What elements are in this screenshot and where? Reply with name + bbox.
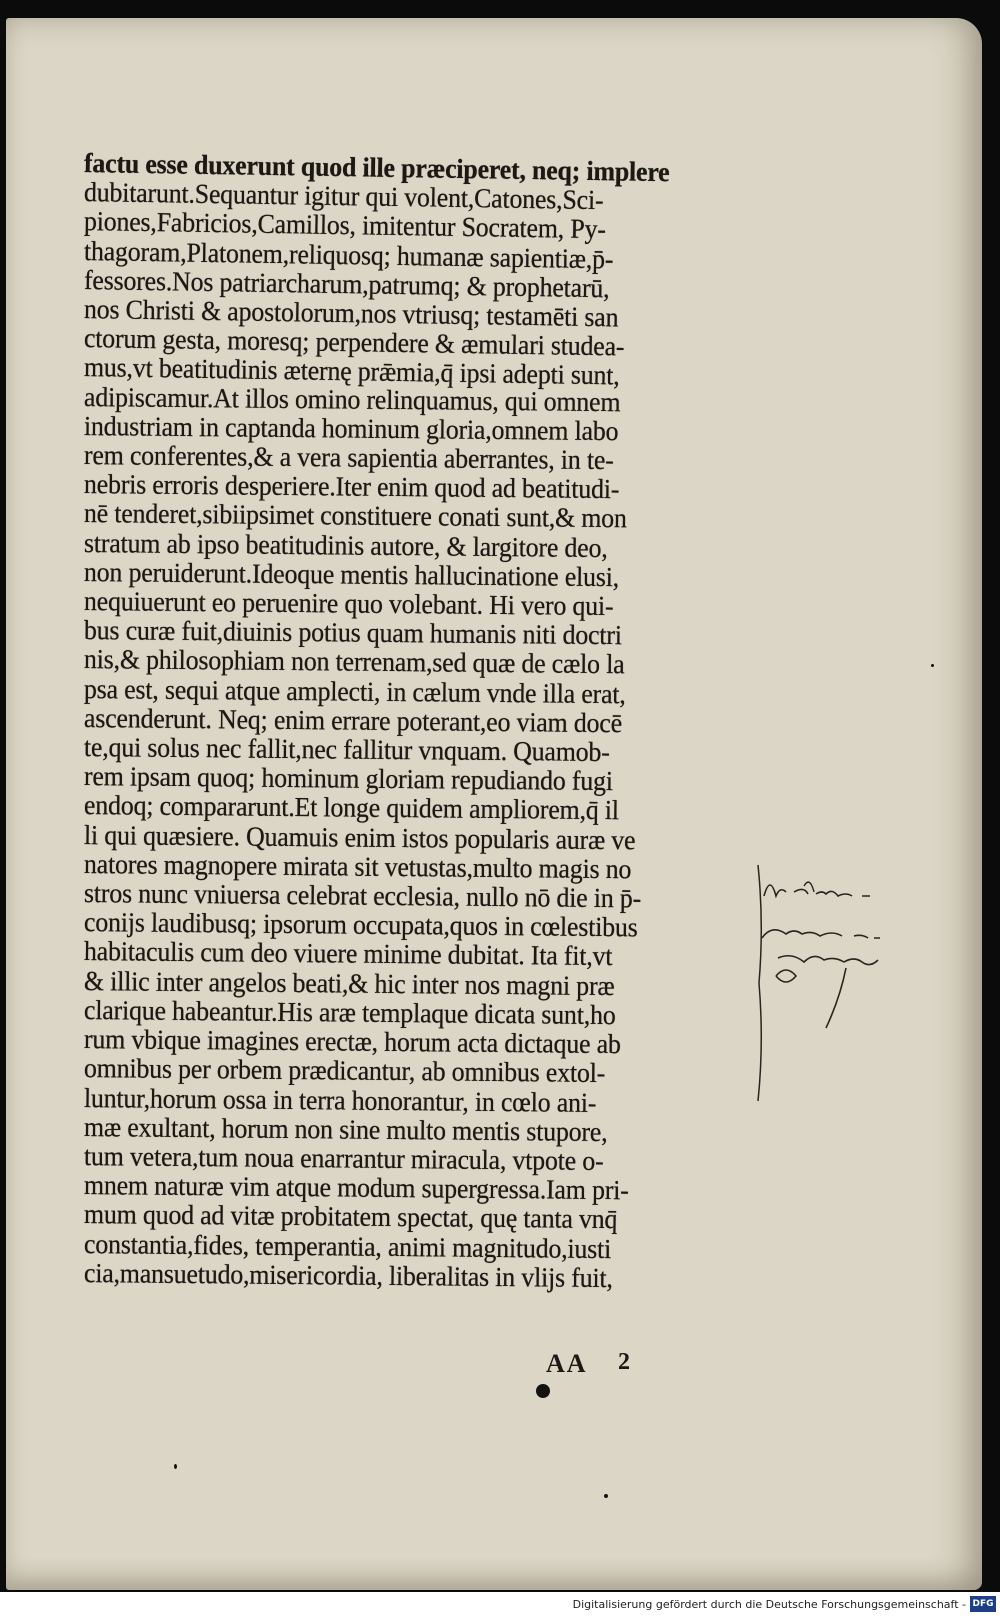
text-line: rem ipsam quoq; hominum gloriam repudiando fugi (83, 760, 613, 797)
text-line: mum quod ad vitæ probitatem spectat, quę tanta vnq̄ (83, 1198, 618, 1235)
text-line: nequiuerunt eo peruenire quo volebant. Hi vero qui- (83, 585, 614, 622)
ink-speck (604, 1494, 608, 1498)
page-marker: 2 (618, 1349, 630, 1375)
text-line: endoq; compararunt.Et longe quidem ampliorem,q̄ il (83, 789, 620, 826)
text-line: nos Christi & apostolorum,nos vtriusq; testamēti san (83, 293, 619, 333)
text-line: habitaculis cum deo viuere minime dubitat. Ita fit,vt (83, 935, 613, 972)
text-line: piones,Fabricios,Camillos, imitentur Socratem, Py- (83, 205, 607, 245)
text-line: te,qui solus nec fallit,nec fallitur vnquam. Quamob- (83, 731, 610, 768)
text-line: psa est, sequi atque amplecti, in cælum vnde illa erat, (83, 672, 626, 709)
text-line: & illic inter angelos beati,& hic inter nos magni præ (83, 964, 615, 1001)
text-line: stros nunc vniuersa celebrat ecclesia, nullo nō die in p̄- (83, 877, 642, 914)
text-line: industriam in captanda hominum gloria,omnem labo (83, 409, 619, 446)
text-block (83, 147, 764, 1293)
text-line: adipiscamur.At illos omino relinquamus, qui omnem (83, 380, 621, 417)
book-page (6, 18, 982, 1590)
footer-credit: Digitalisierung gefördert durch die Deutsche Forschungsgemeinschaft - (572, 1598, 966, 1611)
text-line: stratum ab ipso beatitudinis autore, & largitore deo, (83, 526, 608, 563)
ink-speck (174, 1464, 177, 1469)
text-line: rem conferentes,& a vera sapientia aberrantes, in te- (83, 439, 614, 476)
signature-mark: AA (546, 1349, 588, 1378)
text-line: li qui quæsiere. Quamuis enim istos popularis auræ ve (83, 818, 636, 855)
text-line: non peruiderunt.Ideoque mentis hallucinatione elusi, (83, 555, 620, 592)
text-line: bus curæ fuit,diuinis potius quam humanis niti doctri (83, 614, 622, 651)
text-line: factu esse duxerunt quod ille præciperet, neq; implere (83, 147, 670, 188)
ink-dot (536, 1384, 550, 1398)
text-line: conijs laudibusq; ipsorum occupata,quos in cœlestibus (83, 906, 638, 943)
text-line: omnibus per orbem prædicantur, ab omnibus extol- (83, 1052, 606, 1089)
text-line: nebris erroris desperiere.Iter enim quod ad beatitudi- (83, 468, 620, 505)
text-line: tum vetera,tum noua enarrantur miracula, vtpote o- (83, 1139, 604, 1176)
text-line: thagoram,Platonem,reliquosq; humanæ sapientiæ,p̄- (83, 234, 614, 274)
text-line: luntur,horum ossa in terra honorantur, in cœlo ani- (83, 1081, 597, 1118)
text-line: clarique habeantur.His aræ templaque dicata sunt,ho (83, 993, 616, 1030)
text-line: mæ exultant, horum non sine multo mentis stupore, (83, 1110, 608, 1147)
text-line: mnem naturæ vim atque modum supergressa.Iam pri- (83, 1169, 629, 1206)
dfg-logo: DFG (970, 1596, 996, 1612)
text-line: rum vbique imagines erectæ, horum acta dictaque ab (83, 1023, 621, 1060)
text-line: fessores.Nos patriarcharum,patrumq; & prophetarū, (83, 263, 610, 304)
text-line: cia,mansuetudo,misericordia, liberalitas in vlijs fuit, (83, 1256, 613, 1293)
text-line: dubitarunt.Sequantur igitur qui volent,Catones,Sci- (83, 176, 604, 216)
text-line: nis,& philosophiam non terrenam,sed quæ de cælo la (83, 643, 625, 680)
text-line: mus,vt beatitudinis æternę prǣmia,q̄ ipsi adepti sunt, (83, 351, 620, 391)
text-line: ascenderunt. Neq; enim errare poterant,eo viam docē (83, 701, 623, 739)
ink-speck (931, 664, 934, 667)
footer-bar (0, 1592, 1000, 1620)
text-line: ctorum gesta, moresq; perpendere & æmulari studea- (83, 322, 625, 362)
text-line: nē tenderet,sibiipsimet constituere conati sunt,& mon (83, 497, 627, 534)
handwritten-margin-note (754, 866, 954, 1046)
text-line: constantia,fides, temperantia, animi magnitudo,iusti (83, 1227, 612, 1264)
text-line: natores magnopere mirata sit vetustas,multo magis no (83, 847, 632, 885)
